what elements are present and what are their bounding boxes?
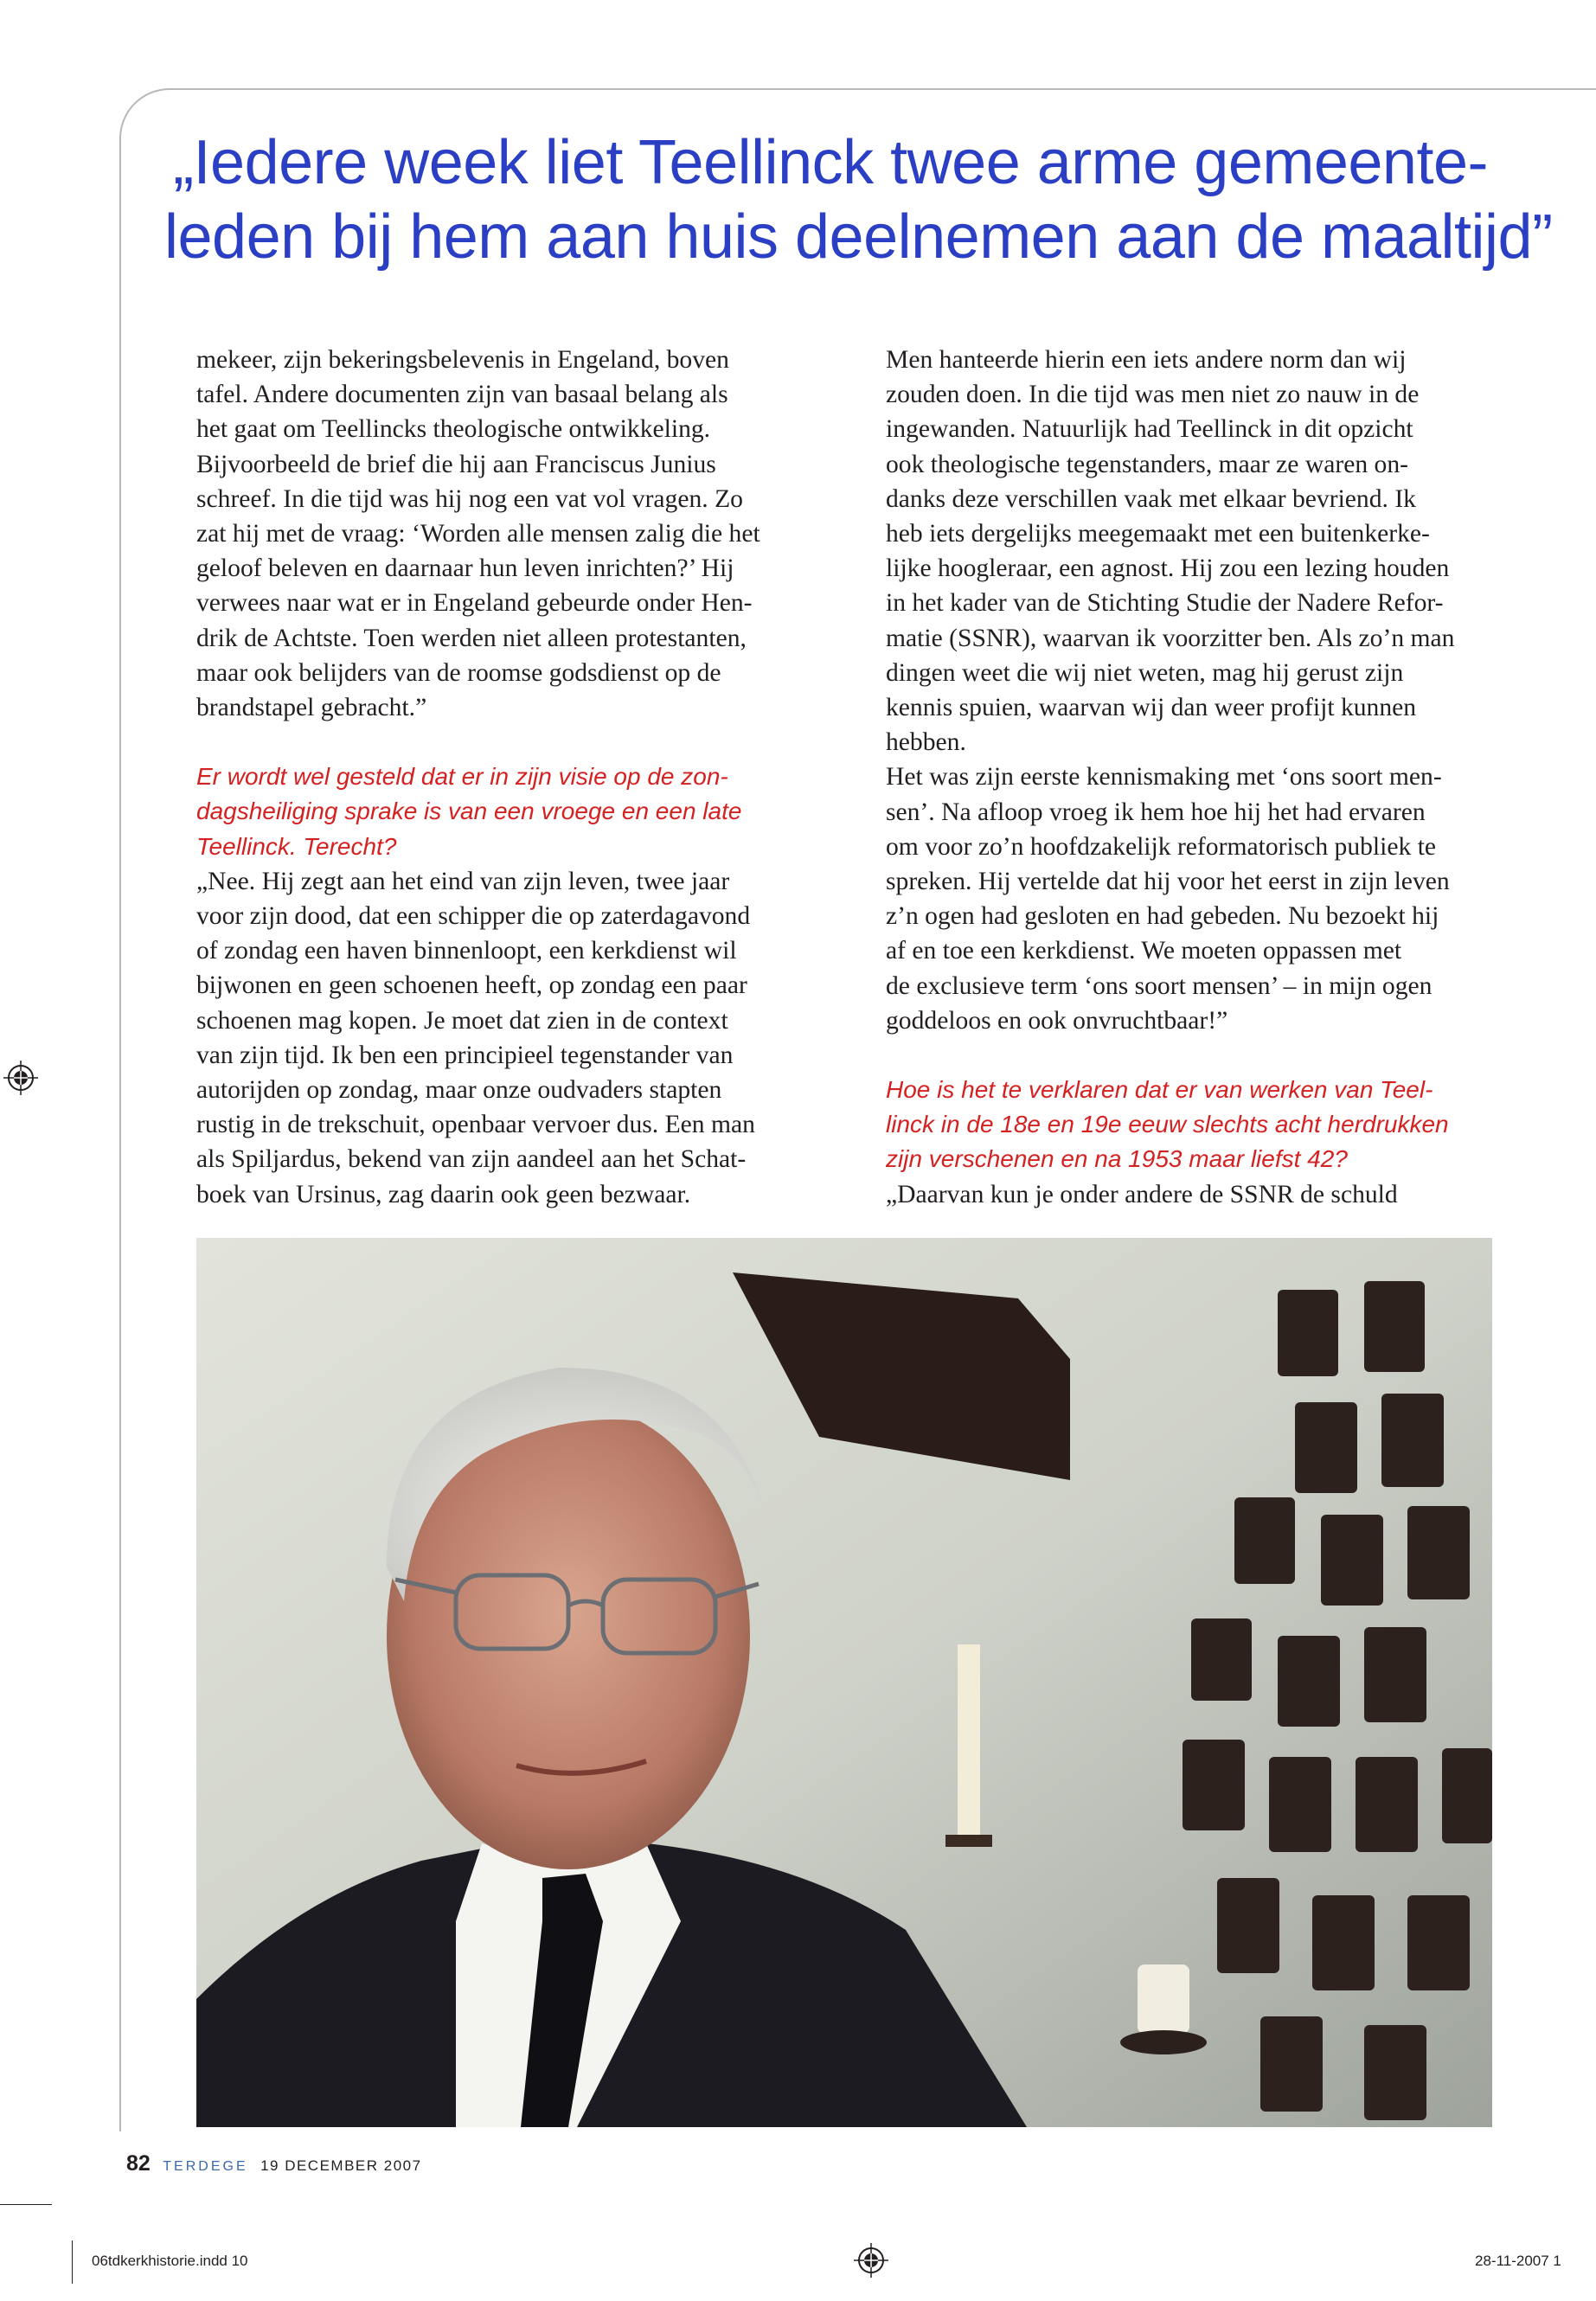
text-line: „Daarvan kun je onder andere de SSNR de schuld — [886, 1180, 1398, 1208]
magazine-name: TERDEGE — [163, 2159, 248, 2174]
page-number: 82 — [126, 2151, 151, 2176]
body-paragraph — [196, 864, 819, 1212]
interview-question — [196, 760, 819, 864]
text-line: heb iets dergelijks meegemaakt met een buitenkerke- — [886, 520, 1430, 548]
registration-mark-icon — [3, 1061, 38, 1095]
text-line: Men hanteerde hierin een iets andere norm dan wij — [886, 346, 1407, 374]
text-line: danks deze verschillen vaak met elkaar bevriend. Ik — [886, 484, 1416, 513]
text-line: rustig in de trekschuit, openbaar vervoer dus. Een man — [196, 1111, 755, 1139]
candle-short — [1138, 1965, 1189, 2034]
pull-quote-line-2: leden bij hem aan huis deelnemen aan de maaltijd” — [164, 202, 1553, 272]
pull-quote — [164, 125, 1553, 274]
text-line: hebben. — [886, 728, 966, 757]
body-paragraph — [886, 343, 1509, 1038]
text-line: voor zijn dood, dat een schipper die op zaterdagavond — [196, 902, 751, 931]
text-line: in het kader van de Stichting Studie der Nadere Refor- — [886, 589, 1444, 618]
text-line: tafel. Andere documenten zijn van basaal belang als — [196, 381, 728, 409]
text-line: van zijn tijd. Ik ben een principieel tegenstander van — [196, 1041, 734, 1069]
text-line: als Spiljardus, bekend van zijn aandeel aan het Schat- — [196, 1145, 747, 1174]
crop-mark — [72, 2240, 73, 2284]
text-line: maar ook belijders van de roomse godsdienst op de — [196, 658, 721, 687]
text-line: mekeer, zijn bekeringsbelevenis in Engeland, boven — [196, 346, 729, 374]
page-footer — [126, 2151, 422, 2176]
crop-mark — [0, 2204, 52, 2205]
text-line: goddeloos en ook onvruchtbaar!” — [886, 1006, 1228, 1035]
question-line: linck in de 18e en 19e eeuw slechts acht herdrukken — [886, 1111, 1449, 1138]
question-line: zijn verschenen en na 1953 maar liefst 42? — [886, 1145, 1348, 1173]
text-line: om voor zo’n hoofdzakelijk reformatorisch publiek te — [886, 832, 1437, 861]
interview-question — [886, 1073, 1509, 1177]
article-column-left — [196, 343, 819, 1212]
text-line: bijwonen en geen schoenen heeft, op zondag een paar — [196, 971, 747, 1000]
text-line: of zondag een haven binnenloopt, een kerkdienst wil — [196, 937, 737, 965]
text-line: sen’. Na afloop vroeg ik hem hoe hij het had ervaren — [886, 798, 1426, 826]
question-line: Er wordt wel gesteld dat er in zijn visie op de zon- — [196, 763, 728, 791]
text-line: Bijvoorbeeld de brief die hij aan Franciscus Junius — [196, 450, 716, 478]
question-line: Hoe is het te verklaren dat er van werken van Teel- — [886, 1076, 1433, 1104]
pull-quote-line-1: „Iedere week liet Teellinck twee arme gemeente- — [173, 128, 1488, 197]
text-line: „Nee. Hij zegt aan het eind van zijn leven, twee jaar — [196, 867, 730, 895]
text-line: zouden doen. In die tijd was men niet zo nauw in de — [886, 381, 1420, 409]
text-line: het gaat om Teellincks theologische ontwikkeling. — [196, 415, 711, 444]
text-line: kennis spuien, waarvan wij dan weer profijt kunnen — [886, 694, 1417, 722]
issue-date: 19 DECEMBER 2007 — [260, 2157, 422, 2174]
text-line: zat hij met de vraag: ‘Worden alle mensen zalig die het — [196, 520, 760, 548]
text-line: matie (SSNR), waarvan ik voorzitter ben. Als zo’n man — [886, 624, 1455, 652]
body-paragraph — [886, 1177, 1509, 1212]
body-paragraph — [196, 343, 819, 725]
text-line: boek van Ursinus, zag daarin ook geen bezwaar. — [196, 1180, 691, 1208]
text-line: autorijden op zondag, maar onze oudvaders stapten — [196, 1076, 722, 1105]
text-line: de exclusieve term ‘ons soort mensen’ – in mijn ogen — [886, 971, 1433, 1000]
text-line: Het was zijn eerste kennismaking met ‘ons soort men- — [886, 763, 1442, 792]
text-line: brandstapel gebracht.” — [196, 694, 427, 722]
text-line: z’n ogen had gesloten en had gebeden. Nu bezoekt hij — [886, 902, 1439, 931]
portrait-photo — [196, 1238, 1492, 2127]
text-line: ingewanden. Natuurlijk had Teellinck in dit opzicht — [886, 415, 1413, 444]
printer-slug-file: 06tdkerkhistorie.indd 10 — [92, 2253, 248, 2269]
text-line: af en toe een kerkdienst. We moeten oppassen met — [886, 937, 1402, 965]
text-line: verwees naar wat er in Engeland gebeurde onder Hen- — [196, 589, 753, 618]
text-line: schoenen mag kopen. Je moet dat zien in de context — [196, 1006, 728, 1035]
text-line: ook theologische tegenstanders, maar ze waren on- — [886, 450, 1408, 478]
text-line: dingen weet die wij niet weten, mag hij gerust zijn — [886, 658, 1404, 687]
article-column-right — [886, 343, 1509, 1212]
question-line: Teellinck. Terecht? — [196, 832, 397, 860]
text-line: drik de Achtste. Toen werden niet alleen protestanten, — [196, 624, 747, 652]
printer-slug-date: 28-11-2007 1 — [1475, 2253, 1561, 2269]
candle — [958, 1644, 980, 1835]
text-line: geloof beleven en daarnaar hun leven inrichten?’ Hij — [196, 554, 734, 583]
question-line: dagsheiliging sprake is van een vroege en een late — [196, 798, 742, 825]
text-line: lijke hoogleraar, een agnost. Hij zou een lezing houden — [886, 554, 1450, 583]
text-line: spreken. Hij vertelde dat hij voor het eerst in zijn leven — [886, 868, 1450, 896]
registration-mark-icon — [854, 2243, 888, 2278]
text-line: schreef. In die tijd was hij nog een vat vol vragen. Zo — [196, 484, 743, 513]
